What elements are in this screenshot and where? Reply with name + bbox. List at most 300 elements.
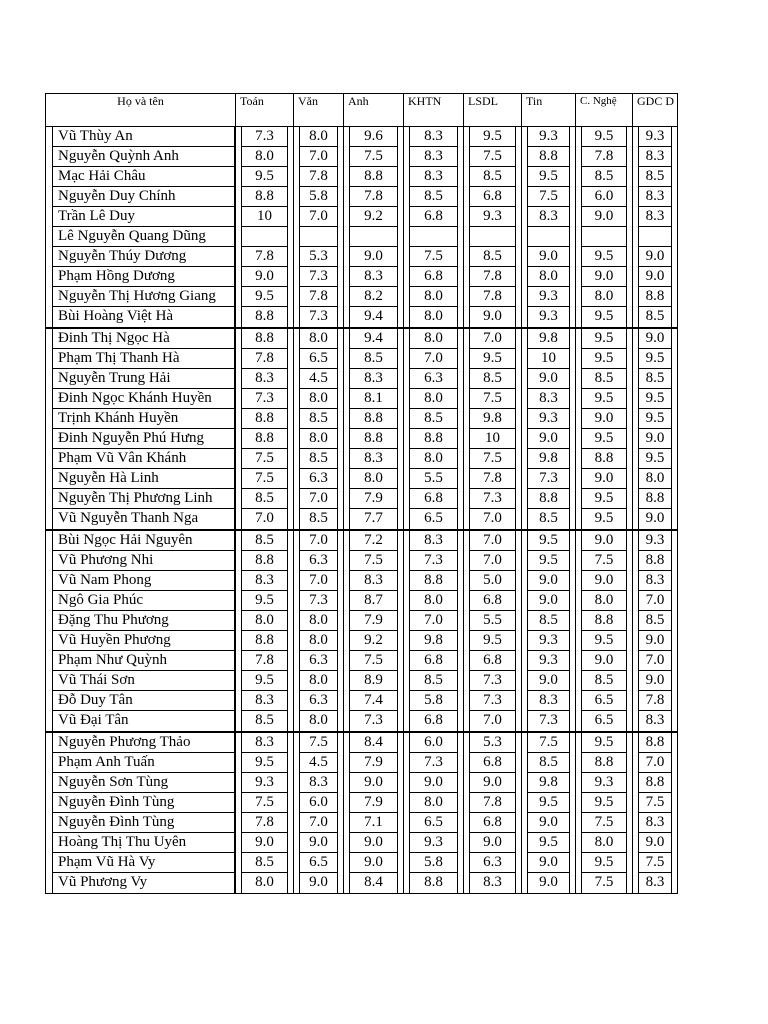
- grade-cell: [404, 691, 464, 711]
- grade-value: 8.8: [241, 409, 288, 429]
- grade-cell: [633, 227, 678, 247]
- grade-value: 8.8: [638, 773, 672, 793]
- grade-value: 9.0: [469, 773, 516, 793]
- grade-cell: [576, 349, 633, 369]
- grade-cell: [236, 247, 294, 267]
- grade-cell: [344, 489, 404, 509]
- grade-cell: [236, 551, 294, 571]
- grade-value: 9.5: [581, 349, 627, 369]
- grade-cell: [522, 651, 576, 671]
- grade-cell: [344, 127, 404, 148]
- grade-value: 8.5: [241, 711, 288, 731]
- grade-value: 7.0: [299, 147, 338, 167]
- grades-body: [46, 127, 678, 894]
- grade-value: 8.0: [409, 793, 458, 813]
- grade-cell: [344, 773, 404, 793]
- grade-cell: [522, 469, 576, 489]
- grade-cell: [344, 227, 404, 247]
- header-history-geography: LSDL: [464, 94, 522, 127]
- grade-value: 9.3: [527, 651, 570, 671]
- student-name-cell: [46, 530, 236, 551]
- student-name: Phạm Vũ Hà Vy: [52, 853, 235, 873]
- grade-value: 5.3: [299, 247, 338, 267]
- grade-cell: [576, 711, 633, 732]
- grade-cell: [236, 389, 294, 409]
- grade-cell: [576, 753, 633, 773]
- grade-cell: [633, 167, 678, 187]
- grade-value: 7.8: [241, 651, 288, 671]
- grade-cell: [236, 287, 294, 307]
- grade-cell: [344, 813, 404, 833]
- student-name: Phạm Như Quỳnh: [52, 651, 235, 671]
- grade-cell: [236, 732, 294, 753]
- grade-cell: [236, 449, 294, 469]
- grade-value: 9.0: [527, 429, 570, 449]
- table-row: [46, 571, 678, 591]
- grade-cell: [294, 147, 344, 167]
- grade-value: 9.0: [349, 773, 398, 793]
- grade-cell: [464, 773, 522, 793]
- grade-value: 8.0: [409, 287, 458, 307]
- grade-cell: [294, 813, 344, 833]
- grade-cell: [236, 753, 294, 773]
- grade-cell: [522, 631, 576, 651]
- grade-value: 5.5: [409, 469, 458, 489]
- grade-cell: [294, 571, 344, 591]
- grade-cell: [633, 571, 678, 591]
- header-science: KHTN: [404, 94, 464, 127]
- grade-cell: [633, 753, 678, 773]
- grade-value: 8.5: [581, 671, 627, 691]
- grade-cell: [294, 711, 344, 732]
- grade-cell: [464, 267, 522, 287]
- grade-value: 6.5: [299, 349, 338, 369]
- student-name: Nguyễn Sơn Tùng: [52, 773, 235, 793]
- table-row: [46, 409, 678, 429]
- grade-cell: [464, 247, 522, 267]
- grade-value: 7.0: [469, 509, 516, 529]
- grade-cell: [576, 267, 633, 287]
- grade-value: 6.8: [409, 651, 458, 671]
- grade-value: 6.8: [469, 813, 516, 833]
- grade-value: 6.0: [299, 793, 338, 813]
- grade-value: 7.0: [469, 551, 516, 571]
- table-row: [46, 369, 678, 389]
- student-name: Đinh Nguyễn Phú Hưng: [52, 429, 235, 449]
- student-name-cell: [46, 267, 236, 287]
- grade-value: 5.3: [469, 733, 516, 753]
- grade-cell: [576, 409, 633, 429]
- grade-cell: [294, 127, 344, 148]
- grade-cell: [344, 551, 404, 571]
- grade-cell: [404, 207, 464, 227]
- grade-value: 9.0: [527, 571, 570, 591]
- grade-value: 9.5: [527, 531, 570, 551]
- grade-cell: [633, 853, 678, 873]
- grade-cell: [344, 853, 404, 873]
- grade-cell: [294, 591, 344, 611]
- grade-value: 6.3: [299, 551, 338, 571]
- grade-value: 8.8: [241, 551, 288, 571]
- grade-cell: [522, 247, 576, 267]
- grade-cell: [464, 389, 522, 409]
- grade-value: 9.0: [581, 571, 627, 591]
- grade-cell: [404, 551, 464, 571]
- grade-value: 8.5: [241, 489, 288, 509]
- grade-cell: [464, 449, 522, 469]
- student-name: Lê Nguyễn Quang Dũng: [52, 227, 235, 247]
- grade-cell: [294, 409, 344, 429]
- grade-value: 8.8: [349, 167, 398, 187]
- student-name-cell: [46, 167, 236, 187]
- grade-value: 8.3: [638, 207, 672, 227]
- grade-value: 7.9: [349, 753, 398, 773]
- table-row: [46, 591, 678, 611]
- grade-cell: [522, 873, 576, 894]
- grade-cell: [294, 227, 344, 247]
- grade-cell: [404, 571, 464, 591]
- grade-cell: [344, 167, 404, 187]
- grade-value: 7.9: [349, 489, 398, 509]
- grade-value: 9.5: [469, 349, 516, 369]
- grade-cell: [236, 489, 294, 509]
- grade-cell: [464, 873, 522, 894]
- grade-cell: [464, 127, 522, 148]
- grade-cell: [464, 833, 522, 853]
- grade-cell: [236, 813, 294, 833]
- grade-value: 8.3: [638, 711, 672, 731]
- grade-value: 10: [527, 349, 570, 369]
- student-name-cell: [46, 369, 236, 389]
- grade-cell: [576, 287, 633, 307]
- grade-cell: [344, 328, 404, 349]
- grade-value: 7.3: [469, 671, 516, 691]
- grade-value: 7.5: [241, 449, 288, 469]
- grade-cell: [344, 711, 404, 732]
- student-name: Phạm Anh Tuấn: [52, 753, 235, 773]
- grade-cell: [633, 449, 678, 469]
- grade-cell: [236, 651, 294, 671]
- grade-cell: [344, 753, 404, 773]
- student-name: Bùi Hoàng Việt Hà: [52, 307, 235, 327]
- grade-value: 8.0: [349, 469, 398, 489]
- grade-value: 9.0: [349, 833, 398, 853]
- grade-value: 5.8: [409, 853, 458, 873]
- grade-value: 9.3: [469, 207, 516, 227]
- grade-cell: [633, 267, 678, 287]
- grade-value: 9.3: [581, 773, 627, 793]
- grade-cell: [404, 853, 464, 873]
- grade-value: 8.0: [241, 611, 288, 631]
- grade-cell: [464, 813, 522, 833]
- grade-value: 9.5: [527, 167, 570, 187]
- grade-cell: [576, 389, 633, 409]
- grade-cell: [633, 551, 678, 571]
- grade-cell: [344, 409, 404, 429]
- grade-value: 7.0: [409, 611, 458, 631]
- grade-cell: [344, 389, 404, 409]
- grade-value: 8.5: [581, 369, 627, 389]
- header-math: Toán: [236, 94, 294, 127]
- grade-value: 7.8: [469, 267, 516, 287]
- grade-cell: [633, 207, 678, 227]
- grade-cell: [294, 469, 344, 489]
- grades-table: [45, 93, 678, 894]
- grade-cell: [404, 753, 464, 773]
- grade-cell: [633, 187, 678, 207]
- grade-cell: [404, 489, 464, 509]
- grade-value: 5.8: [409, 691, 458, 711]
- student-name-cell: [46, 753, 236, 773]
- grade-value: 9.0: [638, 247, 672, 267]
- grade-cell: [344, 631, 404, 651]
- grade-value: 8.7: [349, 591, 398, 611]
- grade-value: 7.8: [241, 813, 288, 833]
- grade-value: 9.5: [581, 307, 627, 327]
- grade-cell: [294, 429, 344, 449]
- grade-cell: [344, 247, 404, 267]
- grade-value: 7.3: [299, 267, 338, 287]
- grade-value: [349, 227, 398, 247]
- grade-value: 7.5: [638, 793, 672, 813]
- grade-cell: [522, 369, 576, 389]
- grade-value: 9.0: [299, 833, 338, 853]
- grade-value: 7.0: [299, 571, 338, 591]
- grade-value: 7.3: [349, 711, 398, 731]
- grade-value: 8.5: [299, 409, 338, 429]
- grade-value: 8.8: [638, 733, 672, 753]
- grade-cell: [236, 833, 294, 853]
- grade-value: 7.0: [299, 489, 338, 509]
- grade-value: 9.3: [527, 127, 570, 147]
- grade-value: 7.4: [349, 691, 398, 711]
- grade-cell: [464, 369, 522, 389]
- grade-cell: [633, 691, 678, 711]
- grade-value: 7.0: [299, 813, 338, 833]
- grade-value: 6.8: [469, 187, 516, 207]
- grade-cell: [344, 207, 404, 227]
- student-name-cell: [46, 509, 236, 530]
- grade-value: 9.0: [527, 853, 570, 873]
- grade-cell: [404, 611, 464, 631]
- grade-cell: [464, 307, 522, 328]
- student-name-cell: [46, 469, 236, 489]
- grade-cell: [404, 349, 464, 369]
- grade-value: 8.3: [638, 147, 672, 167]
- grade-value: 9.0: [241, 267, 288, 287]
- grade-value: 8.1: [349, 389, 398, 409]
- grade-value: 9.5: [241, 167, 288, 187]
- grade-cell: [294, 509, 344, 530]
- table-row: [46, 489, 678, 509]
- table-row: [46, 187, 678, 207]
- grade-cell: [294, 449, 344, 469]
- grade-value: 9.0: [349, 853, 398, 873]
- grade-value: 9.0: [527, 369, 570, 389]
- grade-cell: [522, 389, 576, 409]
- grade-value: 8.0: [299, 631, 338, 651]
- student-name-cell: [46, 631, 236, 651]
- grade-cell: [633, 813, 678, 833]
- student-name: Vũ Phương Nhi: [52, 551, 235, 571]
- grade-value: 9.4: [349, 307, 398, 327]
- grade-cell: [236, 873, 294, 894]
- grade-value: 9.5: [638, 409, 672, 429]
- table-row: [46, 873, 678, 894]
- grade-value: 7.3: [527, 711, 570, 731]
- grade-value: 7.0: [469, 711, 516, 731]
- grade-cell: [344, 429, 404, 449]
- grade-value: 9.4: [349, 329, 398, 349]
- grade-cell: [633, 287, 678, 307]
- grade-cell: [344, 187, 404, 207]
- grade-value: 8.0: [581, 833, 627, 853]
- student-name-cell: [46, 307, 236, 328]
- grade-cell: [522, 591, 576, 611]
- grade-value: 7.3: [241, 389, 288, 409]
- grade-cell: [294, 369, 344, 389]
- grade-value: 6.5: [581, 711, 627, 731]
- grade-cell: [522, 773, 576, 793]
- grade-value: 7.3: [469, 691, 516, 711]
- grade-value: 9.3: [638, 127, 672, 147]
- grade-value: 9.2: [349, 631, 398, 651]
- grade-value: 7.0: [638, 591, 672, 611]
- student-name: Phạm Thị Thanh Hà: [52, 349, 235, 369]
- grade-cell: [344, 307, 404, 328]
- grade-value: 8.0: [299, 711, 338, 731]
- grade-value: 9.0: [638, 329, 672, 349]
- grade-value: 8.3: [638, 571, 672, 591]
- grade-cell: [236, 469, 294, 489]
- table-row: [46, 671, 678, 691]
- table-row: [46, 793, 678, 813]
- grade-value: 8.8: [349, 409, 398, 429]
- grade-value: 8.0: [409, 307, 458, 327]
- grade-value: 7.7: [349, 509, 398, 529]
- grade-value: 7.1: [349, 813, 398, 833]
- grade-cell: [404, 732, 464, 753]
- grade-cell: [294, 753, 344, 773]
- grade-cell: [404, 328, 464, 349]
- grade-cell: [404, 631, 464, 651]
- grade-cell: [576, 227, 633, 247]
- student-name-cell: [46, 287, 236, 307]
- grade-value: 5.5: [469, 611, 516, 631]
- grade-value: 9.5: [581, 509, 627, 529]
- student-name-cell: [46, 207, 236, 227]
- grade-value: 9.0: [241, 833, 288, 853]
- grade-value: 9.5: [527, 793, 570, 813]
- grade-value: 7.5: [349, 651, 398, 671]
- table-row: [46, 691, 678, 711]
- grade-value: 8.8: [241, 187, 288, 207]
- grade-cell: [236, 187, 294, 207]
- grade-cell: [464, 571, 522, 591]
- grade-value: 8.5: [409, 409, 458, 429]
- grade-cell: [576, 651, 633, 671]
- grade-value: 7.3: [527, 469, 570, 489]
- grade-cell: [522, 571, 576, 591]
- grade-value: 8.4: [349, 733, 398, 753]
- student-name-cell: [46, 571, 236, 591]
- grade-value: 8.3: [349, 267, 398, 287]
- grade-value: 9.0: [527, 247, 570, 267]
- grade-value: 6.0: [409, 733, 458, 753]
- grade-value: 8.5: [527, 611, 570, 631]
- grade-cell: [633, 873, 678, 894]
- grade-cell: [236, 571, 294, 591]
- grade-cell: [344, 530, 404, 551]
- grade-cell: [633, 328, 678, 349]
- grade-cell: [522, 187, 576, 207]
- grade-value: 7.5: [581, 551, 627, 571]
- student-name: Bùi Ngọc Hải Nguyên: [52, 531, 235, 551]
- student-name-cell: [46, 711, 236, 732]
- grade-cell: [633, 833, 678, 853]
- student-name: Trần Lê Duy: [52, 207, 235, 227]
- grade-value: 7.8: [349, 187, 398, 207]
- student-name: Đinh Ngọc Khánh Huyền: [52, 389, 235, 409]
- grade-value: 7.5: [581, 813, 627, 833]
- table-row: [46, 711, 678, 732]
- grade-cell: [576, 489, 633, 509]
- grade-value: 7.8: [299, 167, 338, 187]
- grade-cell: [522, 167, 576, 187]
- grade-cell: [236, 509, 294, 530]
- grade-cell: [236, 773, 294, 793]
- table-row: [46, 732, 678, 753]
- grade-cell: [576, 509, 633, 530]
- grade-cell: [576, 530, 633, 551]
- table-row: [46, 389, 678, 409]
- grade-value: 8.8: [241, 429, 288, 449]
- student-name: Nguyễn Đình Tùng: [52, 793, 235, 813]
- grade-cell: [464, 287, 522, 307]
- grade-cell: [236, 267, 294, 287]
- grade-cell: [464, 551, 522, 571]
- grade-cell: [344, 509, 404, 530]
- grade-cell: [464, 671, 522, 691]
- student-name-cell: [46, 349, 236, 369]
- grade-value: 7.5: [241, 793, 288, 813]
- grade-value: 8.3: [638, 187, 672, 207]
- grade-cell: [522, 671, 576, 691]
- student-name: Vũ Phương Vy: [52, 873, 235, 893]
- table-row: [46, 753, 678, 773]
- grade-cell: [404, 591, 464, 611]
- header-civic-education: GDC D: [633, 94, 678, 127]
- grade-value: 9.5: [581, 793, 627, 813]
- grade-cell: [576, 611, 633, 631]
- header-informatics: Tin: [522, 94, 576, 127]
- grade-value: 9.0: [581, 469, 627, 489]
- grade-value: 6.8: [469, 591, 516, 611]
- grade-cell: [576, 571, 633, 591]
- grade-value: 6.3: [299, 469, 338, 489]
- table-row: [46, 469, 678, 489]
- grade-cell: [522, 227, 576, 247]
- grade-cell: [236, 369, 294, 389]
- grade-cell: [633, 793, 678, 813]
- grade-cell: [236, 409, 294, 429]
- grade-value: [299, 227, 338, 247]
- grade-cell: [464, 651, 522, 671]
- grade-cell: [294, 732, 344, 753]
- grade-value: 9.5: [581, 247, 627, 267]
- grade-cell: [464, 611, 522, 631]
- grade-value: 9.5: [581, 853, 627, 873]
